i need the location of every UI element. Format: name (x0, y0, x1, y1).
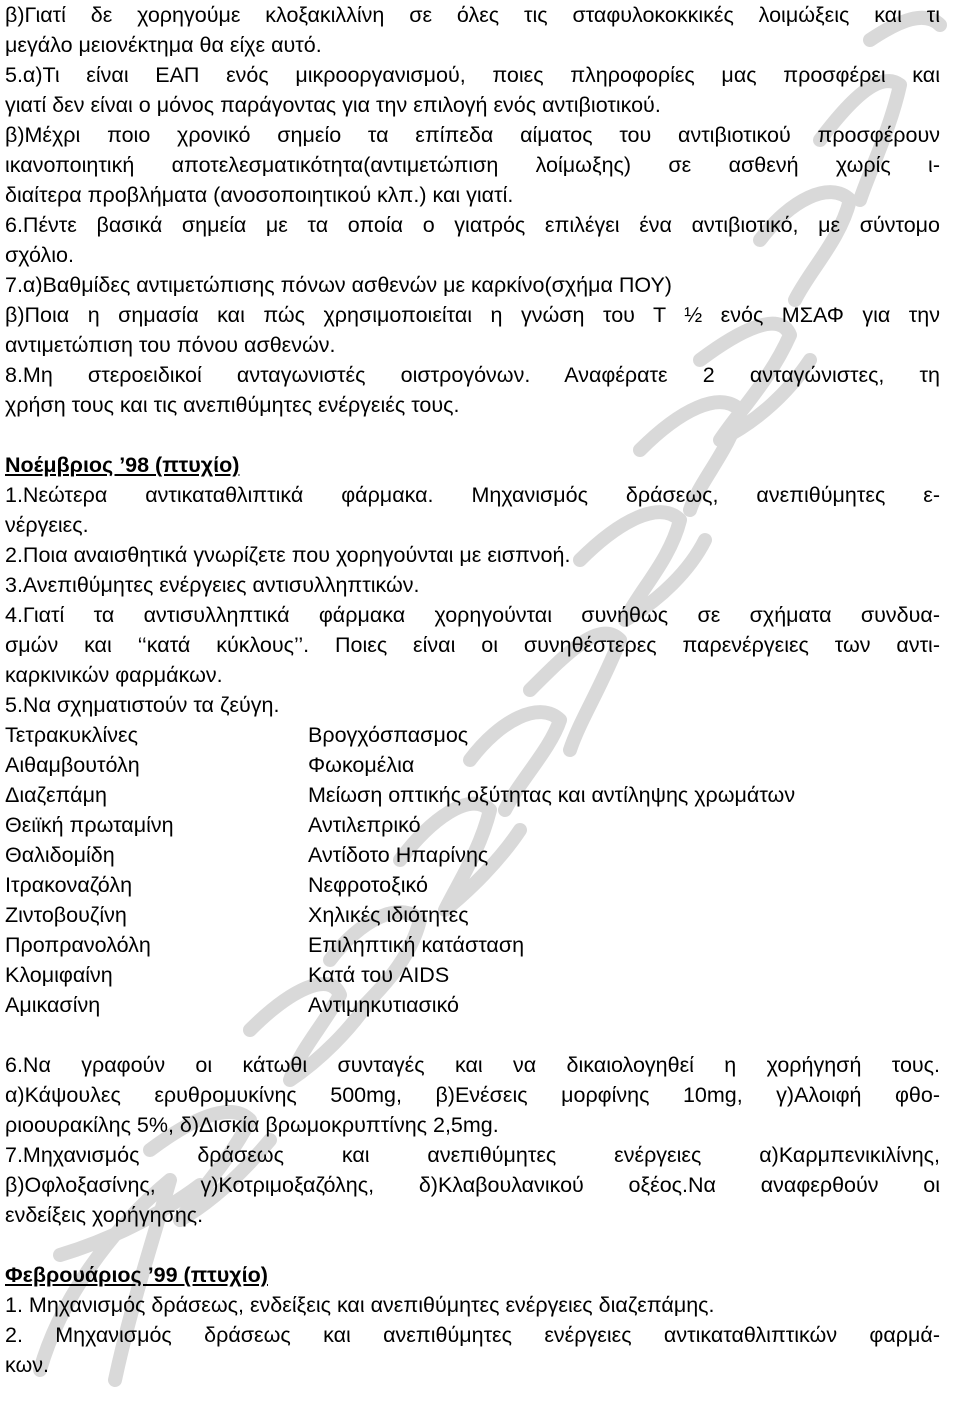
section-gap (5, 1230, 940, 1260)
text-line: β)Οφλοξασίνης, γ)Κοτριμοξαζόλης, δ)Κλαβουλανικού οξέος.Να αναφερθούν οι (5, 1173, 940, 1197)
text-line: 2.Ποια αναισθητικά γνωρίζετε που χορηγούνται με εισπνοή. (5, 543, 571, 567)
text-line: 3.Ανεπιθύμητες ενέργειες αντισυλληπτικών. (5, 573, 420, 597)
exam-questions-page (5, 0, 940, 1380)
text-line: ενδείξεις χορήγησης. (5, 1203, 204, 1227)
text-line: β)Μέχρι ποιο χρονικό σημείο τα επίπεδα αίματος του αντιβιοτικού προσφέρουν (5, 123, 940, 147)
text-line: κων. (5, 1353, 49, 1377)
pair-row (5, 750, 940, 780)
pair-effect: Νεφροτοξικό (308, 873, 428, 897)
matching-pairs (5, 720, 940, 1020)
pair-row (5, 990, 940, 1020)
pair-drug: Ζιντοβουζίνη (5, 903, 127, 927)
text-line: γιατί δεν είναι ο μόνος παράγοντας για την επιλογή ενός αντιβιοτικού. (5, 93, 661, 117)
pair-row (5, 900, 940, 930)
questions-block-d (5, 1290, 940, 1380)
pair-drug: Τετρακυκλίνες (5, 723, 138, 747)
text-line: καρκινικών φαρμάκων. (5, 663, 223, 687)
pair-drug: Αμικασίνη (5, 993, 101, 1017)
pair-effect: Βρογχόσπασμος (308, 723, 469, 747)
text-line: 4.Γιατί τα αντισυλληπτικά φάρμακα χορηγούνται συνήθως σε σχήματα συνδυα- (5, 603, 940, 627)
questions-block-b (5, 480, 940, 720)
text-line: σμών και ‘‘κατά κύκλους’’. Ποιες είναι οι συνηθέστερες παρενέργειες των αντι- (5, 633, 940, 657)
text-line: 7.Μηχανισμός δράσεως και ανεπιθύμητες ενέργειες α)Καρμπενικιλίνης, (5, 1143, 940, 1167)
text-line: 6.Να γραφούν οι κάτωθι συνταγές και να δικαιολογηθεί η χορήγησή τους. (5, 1053, 940, 1077)
pair-effect: Αντιλεπρικό (308, 813, 421, 837)
text-line: 8.Μη στεροειδικοί ανταγωνιστές οιστρογόνων. Αναφέρατε 2 ανταγώνιστες, τη (5, 363, 940, 387)
text-line: αντιμετώπιση του πόνου ασθενών. (5, 333, 336, 357)
text-line: 1.Νεώτερα αντικαταθλιπτικά φάρμακα. Μηχανισμός δράσεως, ανεπιθύμητες ε- (5, 483, 940, 507)
text-line: 2. Μηχανισμός δράσεως και ανεπιθύμητες ενέργειες αντικαταθλιπτικών φαρμά- (5, 1323, 940, 1347)
pair-row (5, 720, 940, 750)
questions-block-a (5, 0, 940, 420)
text-line: σχόλιο. (5, 243, 74, 267)
questions-block-c (5, 1050, 940, 1230)
text-line: διαίτερα προβλήματα (ανοσοποιητικού κλπ.) και γιατί. (5, 183, 514, 207)
pair-row (5, 840, 940, 870)
text-line: ικανοποιητική αποτελεσματικότητα(αντιμετώπιση λοίμωξης) σε ασθενή χωρίς ι- (5, 153, 940, 177)
pair-effect: Αντίδοτο Ηπαρίνης (308, 843, 489, 867)
pair-drug: Αιθαμβουτόλη (5, 753, 140, 777)
pair-row (5, 960, 940, 990)
text-line: α)Κάψουλες ερυθρομυκίνης 500mg, β)Ενέσεις μορφίνης 10mg, γ)Αλοιφή φθο- (5, 1083, 940, 1107)
pair-row (5, 930, 940, 960)
pair-drug: Κλομιφαίνη (5, 963, 113, 987)
pair-effect: Χηλικές ιδιότητες (308, 903, 469, 927)
section-heading-november-98: Νοέμβριος ’98 (πτυχίο) (5, 453, 240, 477)
pair-effect: Μείωση οπτικής οξύτητας και αντίληψης χρωμάτων (308, 783, 796, 807)
text-line: β)Ποια η σημασία και πώς χρησιμοποιείται η γνώση του Τ ½ ενός ΜΣΑΦ για την (5, 303, 940, 327)
text-line: 5.α)Τι είναι ΕΑΠ ενός μικροοργανισμού, ποιες πληροφορίες μας προσφέρει και (5, 63, 940, 87)
section-gap (5, 1020, 940, 1050)
text-line: 5.Να σχηματιστούν τα ζεύγη. (5, 693, 280, 717)
pair-drug: Διαζεπάμη (5, 783, 107, 807)
text-line: ριοουρακίλης 5%, δ)Δισκία βρωμοκρυπτίνης 2,5mg. (5, 1113, 499, 1137)
pair-drug: Προπρανολόλη (5, 933, 151, 957)
pair-effect: Κατά του AIDS (308, 963, 450, 987)
pair-row (5, 870, 940, 900)
pair-effect: Αντιμηκυτιασικό (308, 993, 460, 1017)
pair-drug: Θαλιδομίδη (5, 843, 115, 867)
pair-effect: Φωκομέλια (308, 753, 415, 777)
text-line: β)Γιατί δε χορηγούμε κλοξακιλλίνη σε όλες τις σταφυλοκοκκικές λοιμώξεις και τι (5, 3, 940, 27)
text-line: 6.Πέντε βασικά σημεία με τα οποία ο γιατρός επιλέγει ένα αντιβιοτικό, με σύντομο (5, 213, 940, 237)
text-line: μεγάλο μειονέκτημα θα είχε αυτό. (5, 33, 322, 57)
section-gap (5, 420, 940, 450)
section-heading-february-99: Φεβρουάριος ’99 (πτυχίο) (5, 1263, 268, 1287)
text-line: νέργειες. (5, 513, 89, 537)
text-line: χρήση τους και τις ανεπιθύμητες ενέργειές τους. (5, 393, 460, 417)
text-line: 7.α)Βαθμίδες αντιμετώπισης πόνων ασθενών με καρκίνο(σχήμα ΠΟΥ) (5, 273, 672, 297)
pair-drug: Ιτρακοναζόλη (5, 873, 133, 897)
pair-row (5, 810, 940, 840)
pair-row (5, 780, 940, 810)
pair-effect: Επιληπτική κατάσταση (308, 933, 525, 957)
pair-drug: Θειϊκή πρωταμίνη (5, 813, 174, 837)
text-line: 1. Μηχανισμός δράσεως, ενδείξεις και ανεπιθύμητες ενέργειες διαζεπάμης. (5, 1293, 715, 1317)
